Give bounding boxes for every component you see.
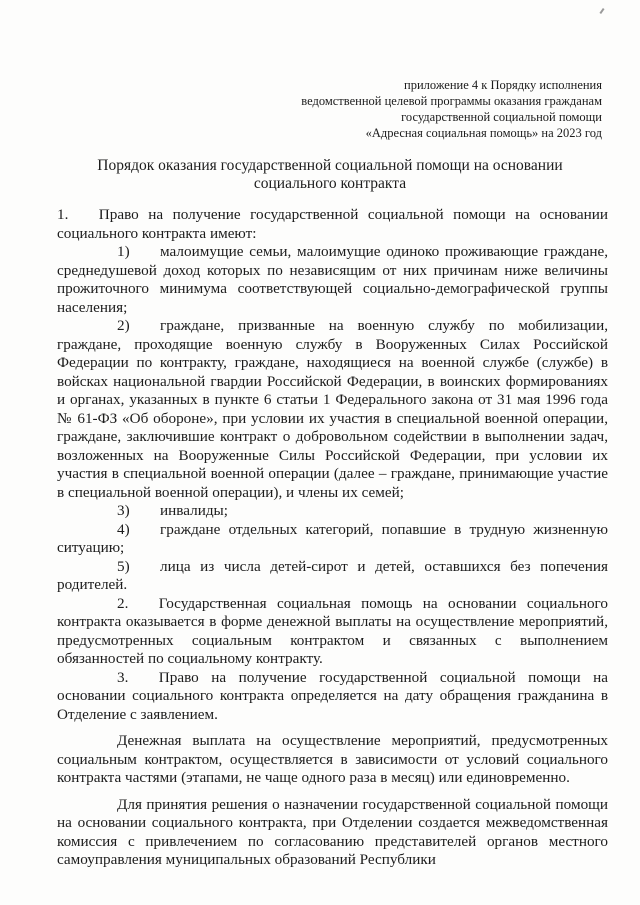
list-item-text: 5) лица из числа детей-сирот и детей, оставшихся без попечения родителей. <box>57 557 608 593</box>
list-item-text: 2) граждане, призванные на военную службу по мобилизации, граждане, проходящие военную службу в Вооруженных Силах Российской Федерации по контракту, граждане, находящиеся на военной службе (службе) в войсках национальной гвардии Российской Федерации, в воинских формированиях и органах, указанных в пункте 6 статьи 1 Федерального закона от 31 мая 1996 года № 61-ФЗ «Об обороне», при условии их участия в специальной военной операции, граждане, заключившие контракт о добровольном содействии в выполнении задач, возложенных на Вооруженные Силы Российской Федерации, при условии их участия в специальной военной операции (далее – граждане, принимающие участие в специальной военной операции), и члены их семей; <box>57 317 608 501</box>
header-line: государственной социальной помощи <box>401 110 602 124</box>
paragraph-text: Для принятия решения о назначении государственной социальной помощи на основании социального контракта, при Отделении создается межведомственная комиссия с привлечением по согласованию представителей органов местного самоуправления муниципальных образований Республики <box>57 795 608 868</box>
header-line: ведомственной целевой программы оказания гражданам <box>301 94 602 108</box>
list-item-text: 1) малоимущие семьи, малоимущие одиноко проживающие граждане, среднедушевой доход которых по независящим от них причинам ниже величины прожиточного минимума соответствующей социально-демографической группы населения; <box>57 243 608 316</box>
paragraph-5 <box>57 796 608 870</box>
paragraph-3 <box>57 669 608 725</box>
paragraph-text: Денежная выплата на осуществление мероприятий, предусмотренных социальным контрактом, осуществляется в зависимости от условий социального контракта частями (этапами, не чаще одного раза в месяц) или единовременно. <box>57 732 608 786</box>
paragraph-text: 2. Государственная социальная помощь на основании социального контракта оказывается в форме денежной выплаты на осуществление мероприятий, предусмотренных социальным контрактом и связанных с выполнением обязанностей по социальному контракту. <box>57 594 608 667</box>
list-item-5 <box>57 558 608 595</box>
document-body <box>57 206 608 870</box>
appendix-header <box>262 77 602 141</box>
header-line: приложение 4 к Порядку исполнения <box>404 78 602 92</box>
list-item-4 <box>57 521 608 558</box>
list-item-2 <box>57 317 608 502</box>
scan-speck <box>599 8 604 14</box>
paragraph-text: 3. Право на получение государственной социальной помощи на основании социального контракта определяется на дату обращения гражданина в Отделение с заявлением. <box>57 668 608 723</box>
list-item-1 <box>57 243 608 317</box>
document-title: Порядок оказания государственной социальной помощи на основании социального контракта <box>97 157 563 192</box>
list-item-3 <box>57 502 608 521</box>
list-item-text: 4) граждане отдельных категорий, попавшие в трудную жизненную ситуацию; <box>57 520 608 556</box>
paragraph-1: 1. Право на получение государственной социальной помощи на основании социального контракта имеют: <box>57 206 608 242</box>
paragraph-4 <box>57 732 608 788</box>
paragraph-2 <box>57 595 608 669</box>
header-line: «Адресная социальная помощь» на 2023 год <box>365 126 602 140</box>
list-item-text: 3) инвалиды; <box>117 502 228 519</box>
